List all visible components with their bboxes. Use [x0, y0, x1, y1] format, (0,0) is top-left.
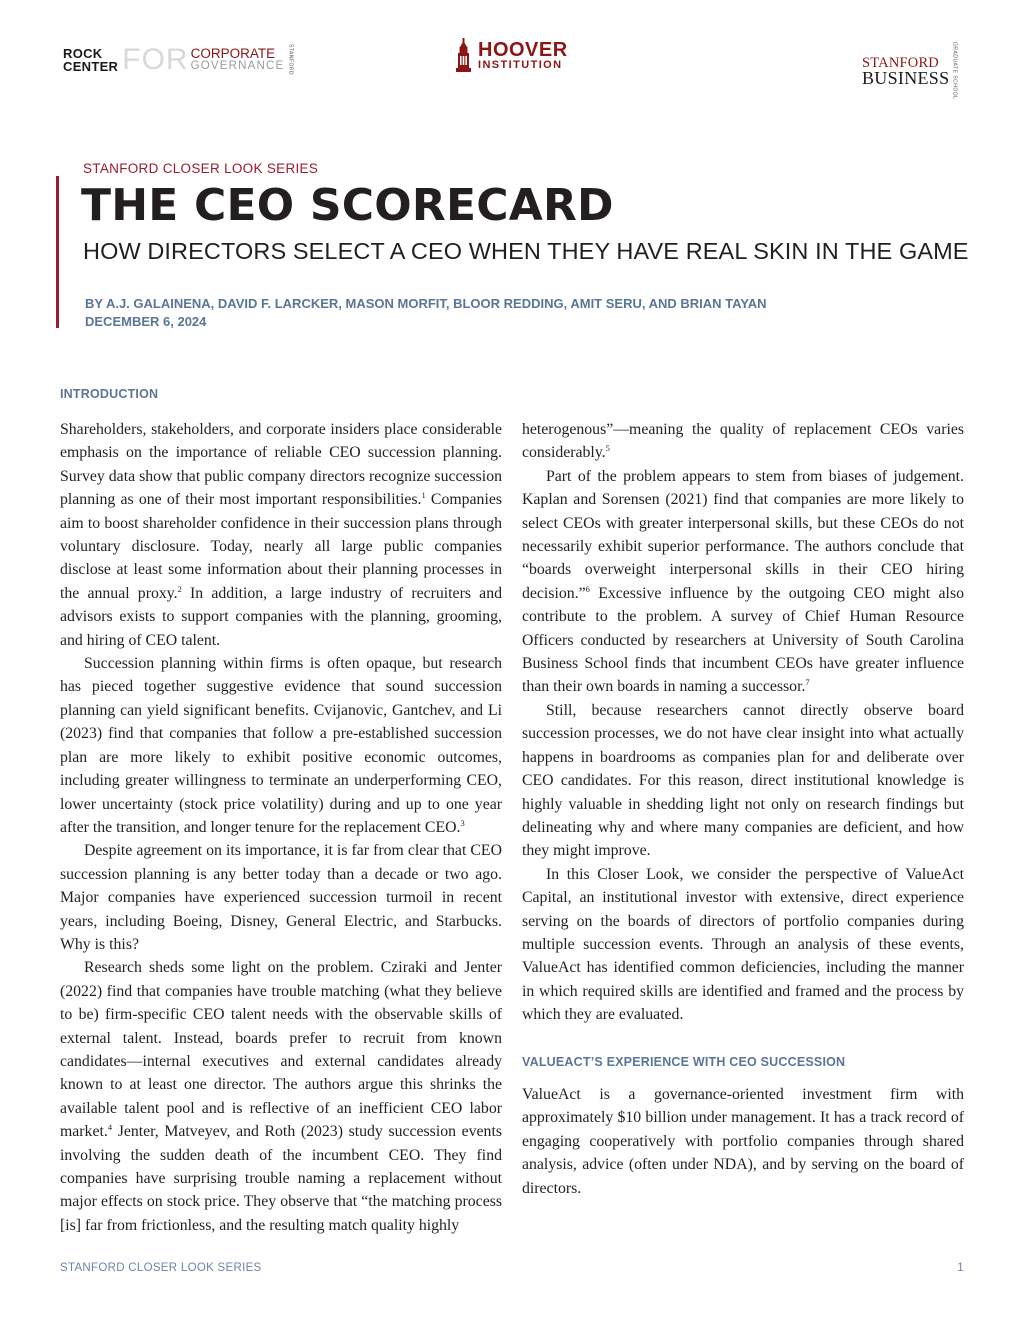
author-byline: BY A.J. GALAINENA, DAVID F. LARCKER, MASON MORFIT, BLOOR REDDING, AMIT SERU, AND BRIAN TAYAN: [85, 296, 767, 311]
footnote-ref-3: 3: [460, 817, 465, 828]
paragraph-3: Despite agreement on its importance, it is far from clear that CEO succession planning is any better today than a decade or two ago. Major companies have experienced succession turmoil in recent years, including Boeing, Disney, General Electric, and Starbucks. Why is this?: [60, 842, 502, 953]
rock-logo-governance: GOVERNANCE: [190, 59, 285, 72]
title-accent-bar: [56, 176, 59, 328]
footnote-ref-7: 7: [805, 677, 810, 688]
rock-logo-line1: ROCK: [63, 45, 103, 61]
footnote-ref-2: 2: [177, 583, 182, 594]
stanford-gsb-logo: [862, 42, 957, 99]
hoover-institution-logo: [455, 38, 568, 72]
paragraph-5: Part of the problem appears to stem from biases of judgement. Kaplan and Sorensen (2021) find that companies are more likely to select CEOs with greater interpersonal skills, but these CEOs do not necessarily exhibit superior performance. The authors conclude that “boards overweight interpersonal skills in their CEO hiring decision.”$^6$ Excessive influence by the outgoing CEO might also contribute to the problem. A survey of Chief Human Resource Officers conducted by researchers at University of South Carolina Business School finds that incumbent CEOs have greater influence than their own boards in naming a successor.$^7$: [522, 467, 964, 696]
footer-series-label: STANFORD CLOSER LOOK SERIES: [60, 1262, 262, 1274]
hoover-logo-line2: INSTITUTION: [478, 58, 563, 71]
gsb-logo-side-text: GRADUATE SCHOOL: [951, 42, 958, 100]
paragraph-1: Shareholders, stakeholders, and corporate insiders place considerable emphasis on the importance of reliable CEO succession planning. Survey data show that public company directors recognize succession planning as one of their most important responsibilities.$^1$ Companies aim to boost shareholder confidence in their succession plans through voluntary disclosure. Today, nearly all large public companies disclose at least some information about their planning processes in the annual proxy.$^2$ In addition, a large industry of recruiters and advisors exists to support companies with the planning, grooming, and hiring of CEO talent.: [60, 421, 502, 649]
page-title: THE CEO SCORECARD: [81, 180, 614, 231]
footnote-ref-6: 6: [585, 583, 590, 594]
logo-bar: [0, 38, 1024, 100]
right-column: [522, 418, 964, 1200]
left-column: [60, 418, 502, 1237]
rock-logo-for: FOR: [122, 42, 189, 76]
paragraph-2: Succession planning within firms is often opaque, but research has pieced together suggestive evidence that sound succession planning can yield significant benefits. Cvijanovic, Gantchev, and Li (2023) find that companies that follow a pre-established succession plan are more likely to exhibit positive economic outcomes, including greater willingness to terminate an underperforming CEO, lower uncertainty (stock price volatility) during and up to one year after the transition, and longer tenure for the replacement CEO.$^3$: [60, 655, 502, 836]
footnote-ref-1: 1: [421, 490, 426, 501]
rock-logo-line2: CENTER: [63, 58, 119, 74]
publication-date: DECEMBER 6, 2024: [85, 314, 207, 329]
paragraph-4-continued: heterogenous”—meaning the quality of replacement CEOs varies considerably.$^5$: [522, 421, 964, 462]
hoover-logo-line1: HOOVER: [478, 38, 568, 61]
paragraph-8: ValueAct is a governance-oriented investment firm with approximately $10 billion under management. It has a track record of engaging cooperatively with portfolio companies through shared analysis, advice (often under NDA), and by serving on the board of directors.: [522, 1085, 964, 1197]
paragraph-7: In this Closer Look, we consider the perspective of ValueAct Capital, an institutional investor with extensive, direct experience serving on the boards of directors of portfolio companies during multiple succession events. Through an analysis of these events, ValueAct has identified common deficiencies, including the manner in which required skills are identified and framed and the process by which they are evaluated.: [522, 865, 964, 1024]
page-number: 1: [957, 1262, 964, 1274]
rock-center-logo: [63, 44, 293, 75]
footnote-ref-4: 4: [107, 1122, 113, 1133]
footnote-ref-5: 5: [605, 443, 610, 454]
gsb-logo-line2: BUSINESS: [862, 67, 950, 88]
page-subtitle: HOW DIRECTORS SELECT A CEO WHEN THEY HAVE REAL SKIN IN THE GAME: [83, 238, 969, 264]
series-label: STANFORD CLOSER LOOK SERIES: [83, 161, 319, 176]
valueact-heading: VALUEACT’S EXPERIENCE WITH CEO SUCCESSION: [522, 1054, 846, 1069]
gsb-logo-line1: STANFORD: [862, 54, 939, 71]
paragraph-4: Research sheds some light on the problem. Cziraki and Jenter (2022) find that companies have trouble matching (what they believe to be) firm-specific CEO talent needs with the observable skills of external talent. Instead, boards prefer to recruit from known candidates—internal executives and external candidates already known to at least one director. The authors argue this shrinks the available talent pool and is reflective of an inefficient CEO labor market.$^4$ Jenter, Matveyev, and Roth (2023) study succession events involving the sudden death of the incumbent CEO. They find companies have surprising trouble naming a replacement without major effects on stock price. They observe that “the matching process [is] far from frictionless, and the resulting match quality highly: [60, 959, 502, 1234]
introduction-heading: INTRODUCTION: [60, 387, 159, 401]
rock-logo-corporate: CORPORATE: [190, 45, 276, 61]
rock-logo-side-text: STANFORD: [287, 44, 294, 76]
hoover-tower-icon: [455, 38, 472, 72]
paragraph-6: Still, because researchers cannot directly observe board succession processes, we do not have clear insight into what actually happens in boardrooms as companies plan for and deliberate over CEO candidates. For this reason, direct institutional knowledge is highly valuable in shedding light not only on research findings but delineating why and where many companies are deficient, and how they might improve.: [522, 701, 964, 860]
